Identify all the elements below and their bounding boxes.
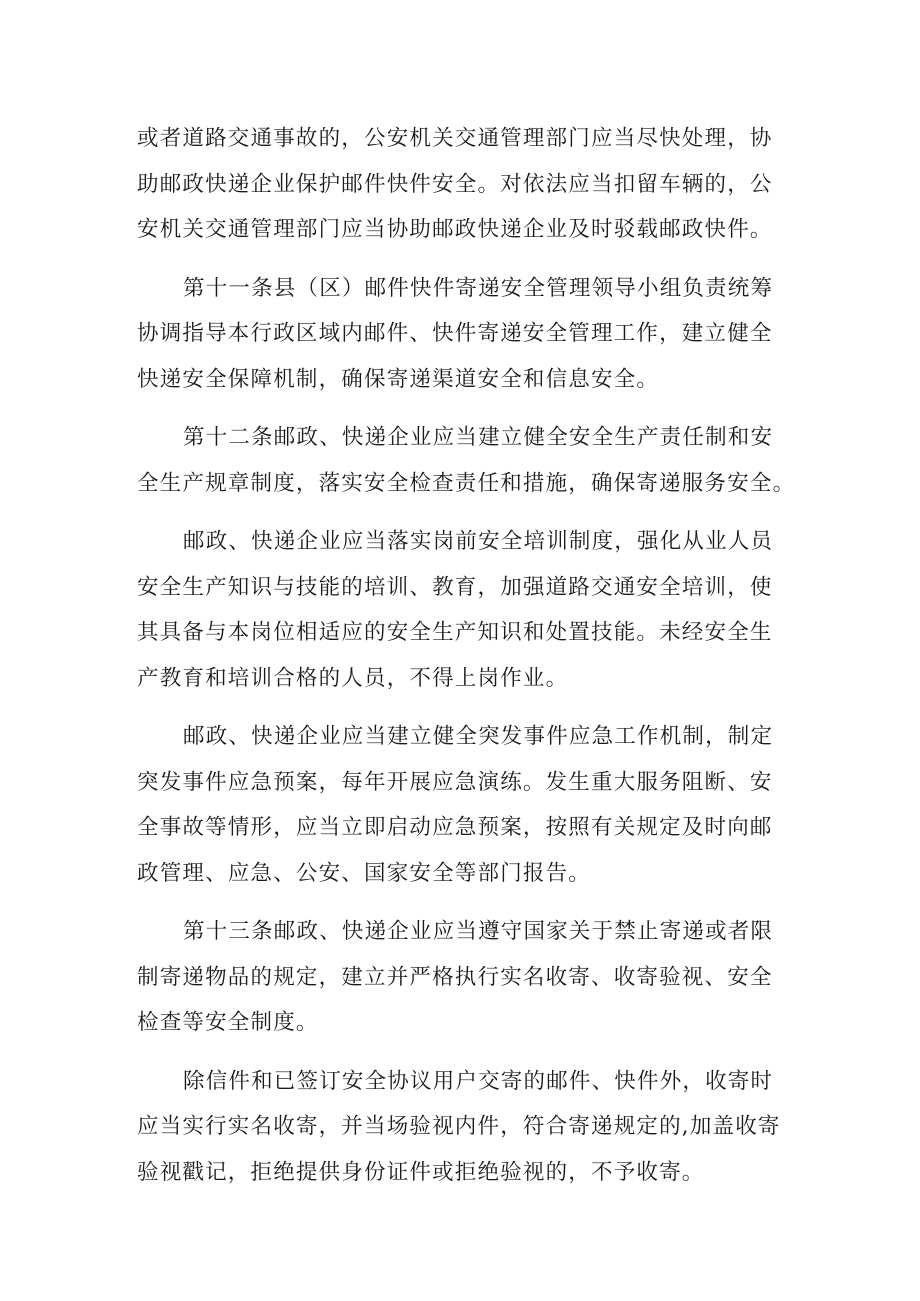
paragraph-article-13 [137,909,809,1046]
paragraph-article-11 [137,266,809,403]
paragraph-line: 全生产规章制度，落实安全检查责任和措施，确保寄递服务安全。 [137,470,796,496]
paragraph-line: 或者道路交通事故的，公安机关交通管理部门应当尽快处理，协 [137,126,773,151]
paragraph-line: 协调指导本行政区域内邮件、快件寄递安全管理工作，建立健全 [137,321,773,346]
paragraph-line: 政管理、应急、公安、国家安全等部门报告。 [137,860,592,886]
paragraph-emergency [137,714,809,896]
paragraph-line: 产教育和培训合格的人员，不得上岗作业。 [137,665,569,691]
document-body [137,116,809,1208]
paragraph-line: 第十一条县（区）邮件快件寄递安全管理领导小组负责统筹 [183,275,774,301]
paragraph-real-name-collection [137,1059,809,1196]
paragraph-line: 助邮政快递企业保护邮件快件安全。对依法应当扣留车辆的，公 [137,171,773,197]
paragraph-line: 检查等安全制度。 [137,1010,319,1035]
paragraph-line: 安全生产知识与技能的培训、教育，加强道路交通安全培训，使 [137,574,773,600]
paragraph-line: 全事故等情形，应当立即启动应急预案，按照有关规定及时向邮 [137,815,773,840]
paragraph-line: 应当实行实名收寄，并当场验视内件，符合寄递规定的,加盖收寄 [137,1114,781,1139]
paragraph-line: 第十二条邮政、快递企业应当建立健全安全生产责任制和安 [183,425,774,450]
paragraph-article-12 [137,415,809,506]
paragraph-line: 制寄递物品的规定，建立并严格执行实名收寄、收寄验视、安全 [137,964,773,990]
paragraph-line: 邮政、快递企业应当建立健全突发事件应急工作机制，制定 [183,724,774,749]
paragraph-line: 突发事件应急预案，每年开展应急演练。发生重大服务阻断、安 [137,769,773,795]
paragraph-line: 第十三条邮政、快递企业应当遵守国家关于禁止寄递或者限 [183,919,774,944]
paragraph-line: 其具备与本岗位相适应的安全生产知识和处置技能。未经安全生 [137,620,773,645]
paragraph-line: 邮政、快递企业应当落实岗前安全培训制度，强化从业人员 [183,529,774,554]
paragraph-line: 除信件和已签订安全协议用户交寄的邮件、快件外，收寄时 [183,1068,774,1094]
paragraph-line: 安机关交通管理部门应当协助邮政快递企业及时驳载邮政快件。 [137,217,773,242]
paragraph-article-10-continued [137,116,809,253]
paragraph-line: 验视戳记，拒绝提供身份证件或拒绝验视的，不予收寄。 [137,1159,705,1185]
paragraph-line: 快递安全保障机制，确保寄递渠道安全和信息安全。 [137,366,660,392]
paragraph-training [137,519,809,701]
